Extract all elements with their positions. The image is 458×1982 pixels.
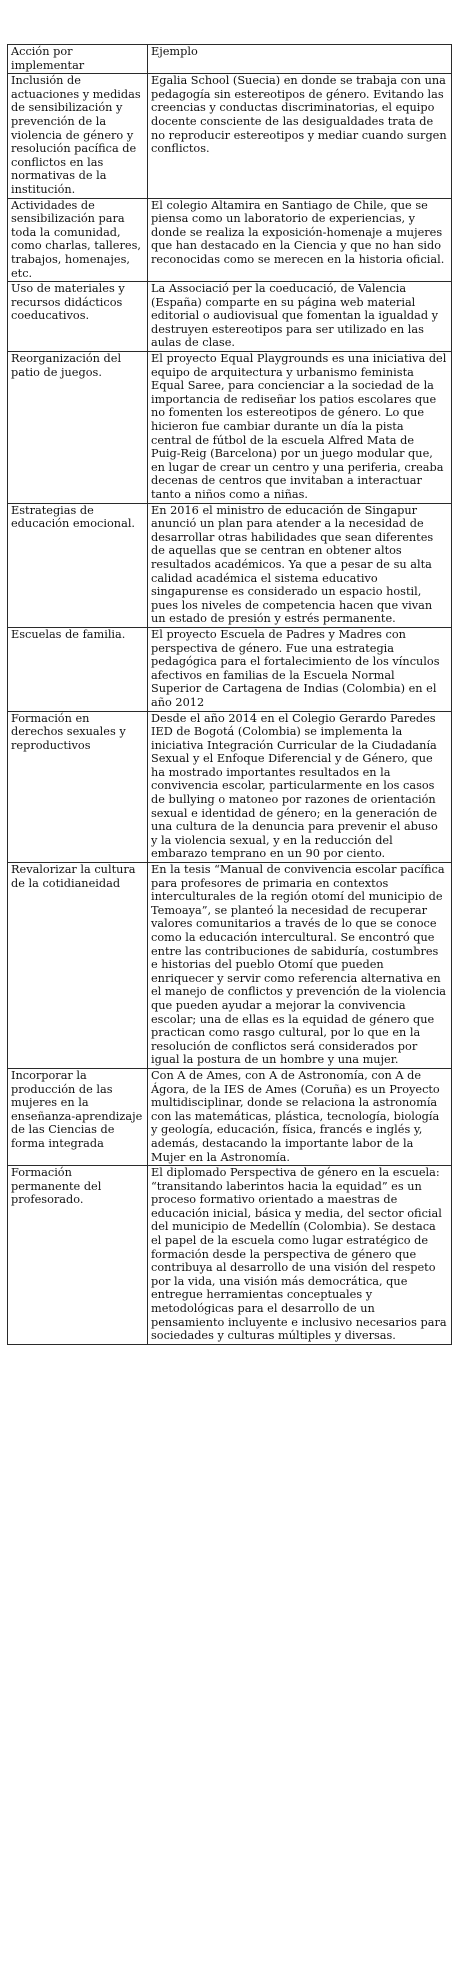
cell-accion: Escuelas de familia.: [8, 627, 148, 711]
cell-ejemplo: Desde el año 2014 en el Colegio Gerardo Paredes IED de Bogotá (Colombia) se implementa la iniciativa Integración Curricular de la Ciudadanía Sexual y el Enfoque Diferencial y de Género, que ha mostrado importantes resultados en la convivencia escolar, particularmente en los casos de bullying o matoneo por razones de orientación sexual e identidad de género; en la generación de una cultura de la denuncia para prevenir el abuso y la violencia sexual, y en la reducción del embarazo temprano en un 90 por ciento.: [148, 711, 452, 863]
table-row: [8, 863, 452, 1069]
cell-ejemplo: El diplomado Perspectiva de género en la escuela: “transitando laberintos hacia la equidad” es un proceso formativo orientado a maestras de educación inicial, básica y media, del sector oficial del municipio de Medellín (Colombia). Se destaca el papel de la escuela como lugar estratégico de formación desde la perspectiva de género que contribuya al desarrollo de una visión del respeto por la vida, una visión más democrática, que entregue herramientas conceptuales y metodológicas para el desarrollo de un pensamiento incluyente e inclusivo necesarios para sociedades y culturas múltiples y diversas.: [148, 1166, 452, 1345]
cell-accion: Actividades de sensibilización para toda la comunidad, como charlas, talleres, trabajos, homenajes, etc.: [8, 198, 148, 282]
cell-accion: Formación en derechos sexuales y reproductivos: [8, 711, 148, 863]
header-accion: Acción por implementar: [8, 45, 148, 74]
table-row: [8, 74, 452, 198]
cell-ejemplo: Egalia School (Suecia) en donde se trabaja con una pedagogía sin estereotipos de género. Evitando las creencias y conductas discriminatorias, el equipo docente consciente de las desigualdades trata de no reproducir estereotipos y mediar cuando surgen conflictos.: [148, 74, 452, 198]
table-row: [8, 503, 452, 627]
cell-accion: Incorporar la producción de las mujeres en la enseñanza-aprendizaje de las Ciencias de forma integrada: [8, 1068, 148, 1165]
table-row: [8, 198, 452, 282]
acciones-table: [7, 44, 452, 1345]
cell-ejemplo: Con A de Ames, con A de Astronomía, con A de Ágora, de la IES de Ames (Coruña) es un Proyecto multidisciplinar, donde se relaciona la astronomía con las matemáticas, plástica, tecnología, biología y geología, educación, física, francés e inglés y, además, destacando la importante labor de la Mujer en la Astronomía.: [148, 1068, 452, 1165]
table-header-row: [8, 45, 452, 74]
cell-ejemplo: En la tesis “Manual de convivencia escolar pacífica para profesores de primaria en contextos interculturales de la región otomí del municipio de Temoaya”, se planteó la necesidad de recuperar valores comunitarios a través de lo que se conoce como la educación intercultural. Se encontró que entre las contribuciones de sabiduría, costumbres e historias del pueblo Otomí que pueden enriquecer y servir como referencia alternativa en el manejo de conflictos y prevención de la violencia que pueden ayudar a mejorar la convivencia escolar; una de ellas es la equidad de género que practican como rasgo cultural, por lo que en la resolución de conflictos será considerados por igual la postura de un hombre y una mujer.: [148, 863, 452, 1069]
table-row: [8, 1068, 452, 1165]
table-row: [8, 1166, 452, 1345]
table-row: [8, 352, 452, 504]
cell-ejemplo: El proyecto Equal Playgrounds es una iniciativa del equipo de arquitectura y urbanismo feminista Equal Saree, para concienciar a la sociedad de la importancia de rediseñar los patios escolares que no fomenten los estereotipos de género. Lo que hicieron fue cambiar durante un día la pista central de fútbol de la escuela Alfred Mata de Puig-Reig (Barcelona) por un juego modular que, en lugar de crear un centro y una periferia, creaba decenas de centros que invitaban a interactuar tanto a niños como a niñas.: [148, 352, 452, 504]
cell-ejemplo: El colegio Altamira en Santiago de Chile, que se piensa como un laboratorio de experiencias, y donde se realiza la exposición-homenaje a mujeres que han destacado en la Ciencia y que no han sido reconocidas como se merecen en la historia oficial.: [148, 198, 452, 282]
cell-ejemplo: El proyecto Escuela de Padres y Madres con perspectiva de género. Fue una estrategia pedagógica para el fortalecimiento de los vínculos afectivos en familias de la Escuela Normal Superior de Cartagena de Indias (Colombia) en el año 2012: [148, 627, 452, 711]
header-ejemplo: Ejemplo: [148, 45, 452, 74]
cell-accion: Formación permanente del profesorado.: [8, 1166, 148, 1345]
table-row: [8, 282, 452, 352]
cell-accion: Estrategias de educación emocional.: [8, 503, 148, 627]
cell-accion: Uso de materiales y recursos didácticos coeducativos.: [8, 282, 148, 352]
cell-accion: Reorganización del patio de juegos.: [8, 352, 148, 504]
cell-ejemplo: En 2016 el ministro de educación de Singapur anunció un plan para atender a la necesidad de desarrollar otras habilidades que sean diferentes de aquellas que se centran en obtener altos resultados académicos. Ya que a pesar de su alta calidad académica el sistema educativo singapurense es considerado un espacio hostil, pues los niveles de competencia hacen que vivan un estado de presión y estrés permanente.: [148, 503, 452, 627]
cell-accion: Revalorizar la cultura de la cotidianeidad: [8, 863, 148, 1069]
table-row: [8, 627, 452, 711]
table-row: [8, 711, 452, 863]
cell-ejemplo: La Associació per la coeducació, de Valencia (España) comparte en su página web material editorial o audiovisual que fomentan la igualdad y destruyen estereotipos para ser utilizado en las aulas de clase.: [148, 282, 452, 352]
cell-accion: Inclusión de actuaciones y medidas de sensibilización y prevención de la violencia de género y resolución pacífica de conflictos en las normativas de la institución.: [8, 74, 148, 198]
